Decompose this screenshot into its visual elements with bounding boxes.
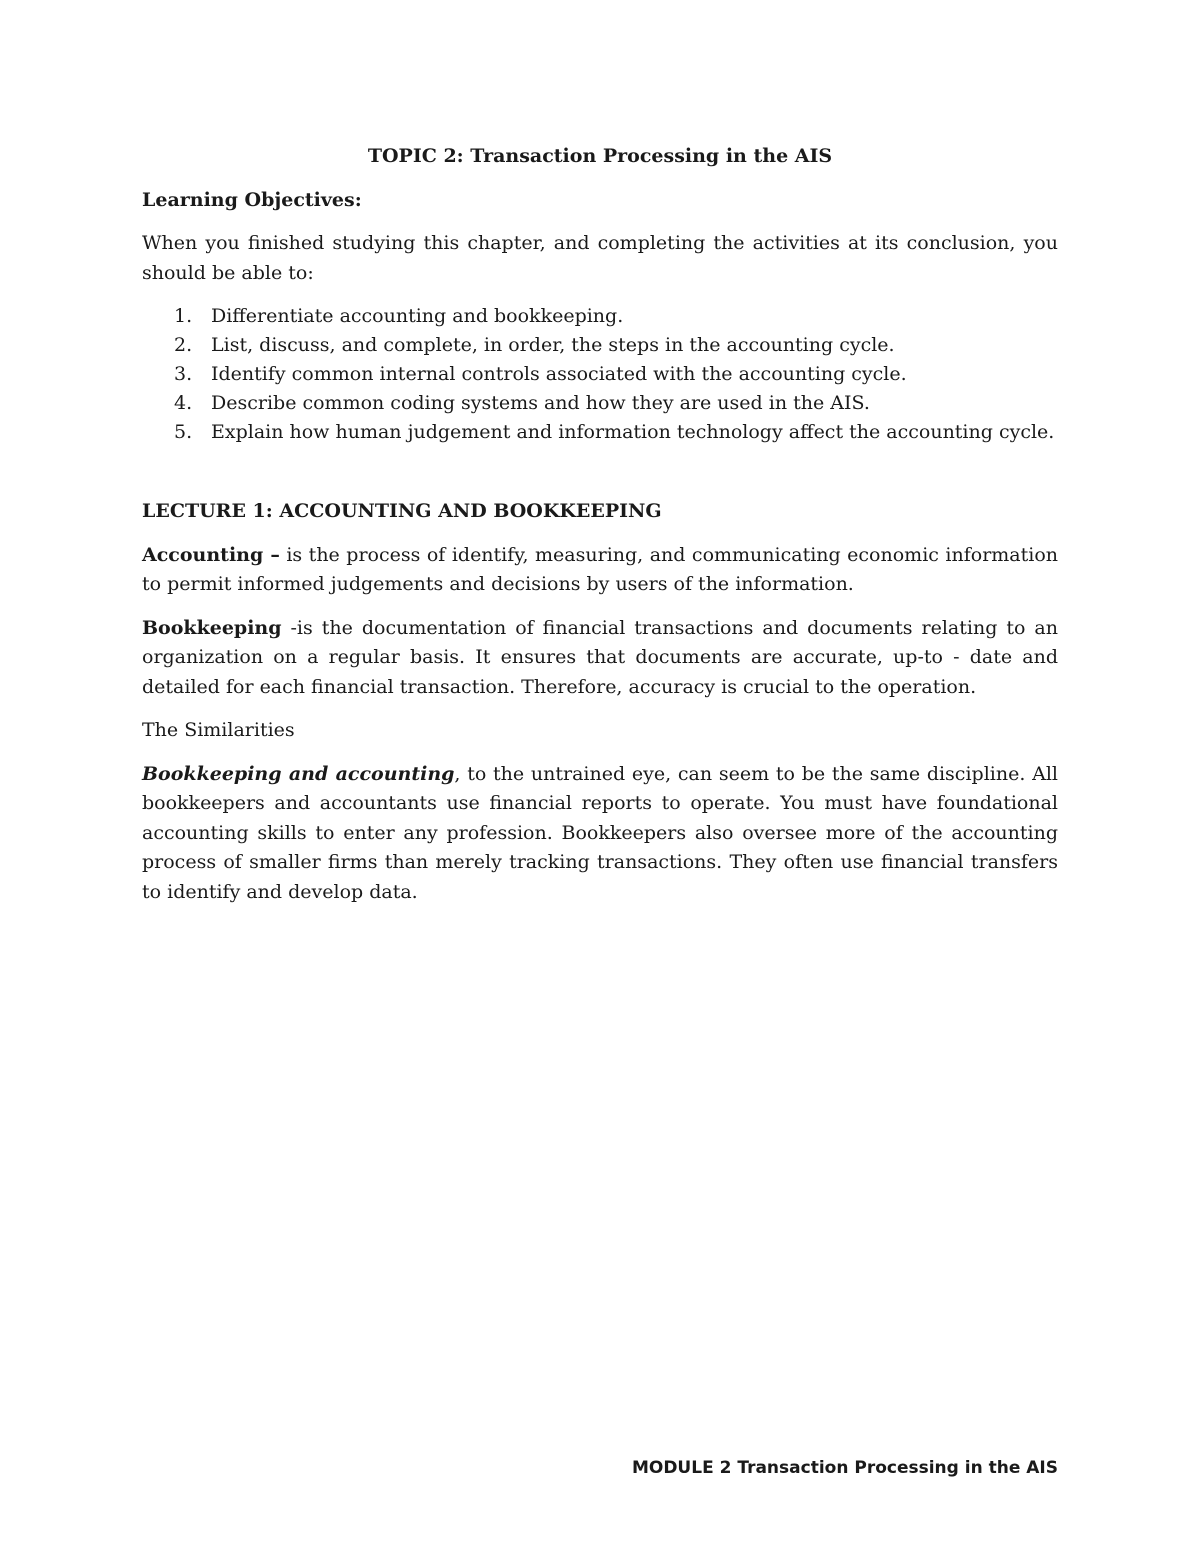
list-item-number: 1. [174, 305, 193, 327]
similarities-paragraph [142, 760, 1058, 908]
bookkeeping-definition-text: -is the documentation of financial transactions and documents relating to an organization on a regular basis. It ensures that documents are accurate, up-to - date and detailed for each financial transaction. Therefore, accuracy is crucial to the operation. [142, 616, 1058, 698]
page-title: TOPIC 2: Transaction Processing in the AIS [367, 145, 833, 167]
list-item [142, 389, 1058, 418]
list-item-text: Explain how human judgement and information technology affect the accounting cycle. [211, 421, 1055, 443]
list-item-number: 5. [174, 421, 193, 443]
list-item-number: 4. [174, 392, 193, 414]
accounting-definition [142, 541, 1058, 600]
similarities-heading: The Similarities [142, 719, 295, 741]
bookkeeping-definition [142, 614, 1058, 703]
list-item-number: 3. [174, 363, 193, 385]
list-item-text: Describe common coding systems and how they are used in the AIS. [211, 392, 870, 414]
similarities-text: , to the untrained eye, can seem to be the same discipline. All bookkeepers and accountants use financial reports to operate. You must have foundational accounting skills to enter any profession. Bookkeepers also oversee more of the accounting process of smaller firms than merely tracking transactions. They often use financial transfers to identify and develop data. [142, 762, 1058, 903]
objectives-intro: When you finished studying this chapter, and completing the activities at its conclusion, you should be able to: [142, 232, 1058, 284]
list-item [142, 418, 1058, 447]
accounting-definition-text: is the process of identify, measuring, and communicating economic information to permit informed judgements and decisions by users of the information. [142, 543, 1059, 595]
page-footer: MODULE 2 Transaction Processing in the AIS [631, 1458, 1058, 1478]
similarities-term: Bookkeeping and accounting [142, 762, 455, 785]
list-item-text: Identify common internal controls associated with the accounting cycle. [211, 363, 907, 385]
list-item [142, 302, 1058, 331]
page-content [142, 142, 1058, 921]
list-item [142, 331, 1058, 360]
list-item-text: Differentiate accounting and bookkeeping. [211, 305, 624, 327]
objectives-list [142, 302, 1058, 447]
list-item-text: List, discuss, and complete, in order, the steps in the accounting cycle. [211, 334, 895, 356]
accounting-term: Accounting – [142, 543, 280, 566]
lecture-heading: LECTURE 1: ACCOUNTING AND BOOKKEEPING [142, 500, 662, 522]
objectives-heading: Learning Objectives: [142, 188, 362, 211]
list-item [142, 360, 1058, 389]
bookkeeping-term: Bookkeeping [142, 616, 282, 639]
list-item-number: 2. [174, 334, 193, 356]
section-spacer [142, 447, 1058, 497]
